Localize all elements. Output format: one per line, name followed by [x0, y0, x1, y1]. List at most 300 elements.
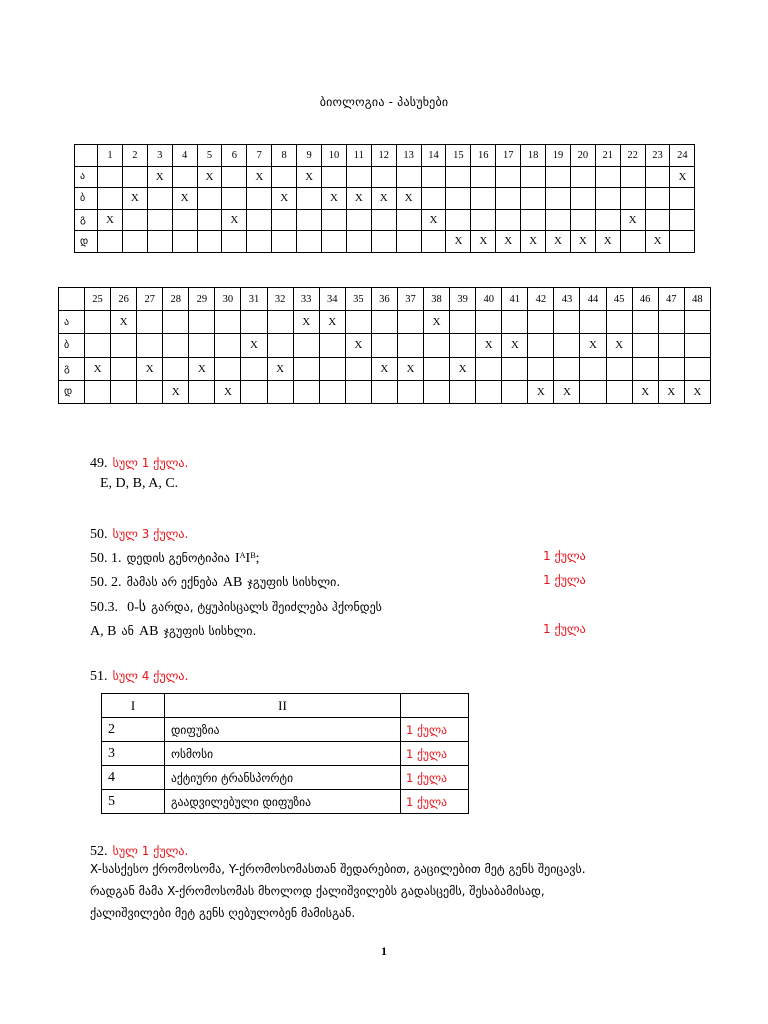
column-header-points	[401, 694, 469, 718]
answer-mark-cell	[241, 380, 267, 403]
answer-mark-cell	[670, 209, 695, 231]
answer-mark-cell	[670, 188, 695, 210]
answer-mark-cell: X	[424, 311, 450, 334]
answer-mark-cell	[172, 231, 197, 253]
answer-mark-cell	[476, 380, 502, 403]
q50-line-1-points: 1 ქულა	[543, 549, 586, 563]
answer-mark-cell	[197, 209, 222, 231]
answer-mark-cell	[371, 380, 397, 403]
answer-mark-cell	[137, 380, 163, 403]
answer-mark-cell: X	[172, 188, 197, 210]
answer-mark-cell	[595, 166, 620, 188]
answer-mark-cell	[98, 166, 123, 188]
q49-total-points: სულ 1 ქულა.	[112, 456, 189, 470]
question-number-cell: 35	[345, 288, 371, 311]
answer-mark-cell	[421, 188, 446, 210]
row-term: აქტიური ტრანსპორტი	[165, 766, 401, 790]
q50-line-3-prefix: 50.3.	[90, 600, 118, 615]
grid-option-row	[59, 311, 711, 334]
answer-mark-cell	[606, 311, 632, 334]
answer-mark-cell	[345, 380, 371, 403]
answer-mark-cell: X	[346, 188, 371, 210]
option-label: დ	[75, 231, 98, 253]
answer-mark-cell	[546, 209, 571, 231]
question-number-cell: 6	[222, 145, 247, 167]
q52-answer-line-1: X-სასქესო ქრომოსომა, Y-ქრომოსომასთან შედარებით, გაცილებით მეტ გენს შეიცავს.	[90, 862, 586, 876]
question-number-cell: 1	[98, 145, 123, 167]
answer-mark-cell	[293, 357, 319, 380]
question-number-cell: 16	[471, 145, 496, 167]
answer-mark-cell	[137, 334, 163, 357]
question-number-cell: 34	[319, 288, 345, 311]
question-number-cell: 15	[446, 145, 471, 167]
answer-mark-cell	[606, 357, 632, 380]
question-number-cell: 8	[272, 145, 297, 167]
answer-mark-cell	[215, 311, 241, 334]
answer-mark-cell	[345, 357, 371, 380]
answer-mark-cell	[396, 231, 421, 253]
q50-line-3-text: გარდა, ტყუპისცალს შეიძლება ჰქონდეს	[151, 600, 382, 614]
answer-mark-cell	[424, 380, 450, 403]
answer-mark-cell	[371, 334, 397, 357]
answer-mark-cell: X	[322, 188, 347, 210]
answer-mark-cell: X	[528, 380, 554, 403]
answer-mark-cell	[85, 380, 111, 403]
answer-mark-cell: X	[546, 231, 571, 253]
answer-mark-cell	[163, 311, 189, 334]
answer-mark-cell	[450, 334, 476, 357]
question-number-cell: 12	[371, 145, 396, 167]
answer-mark-cell	[345, 311, 371, 334]
grid-option-row	[75, 166, 695, 188]
answer-mark-cell	[197, 231, 222, 253]
answer-mark-cell	[319, 357, 345, 380]
question-number-cell: 44	[580, 288, 606, 311]
table-header-row	[102, 694, 469, 718]
answer-mark-cell: X	[215, 380, 241, 403]
answer-mark-cell: X	[222, 209, 247, 231]
row-points: 1 ქულა	[401, 718, 469, 742]
answer-mark-cell	[137, 311, 163, 334]
answer-mark-cell	[684, 334, 710, 357]
answer-mark-cell: X	[397, 357, 423, 380]
answer-mark-cell	[267, 311, 293, 334]
question-number-cell: 5	[197, 145, 222, 167]
question-number-cell: 26	[111, 288, 137, 311]
answer-mark-cell	[85, 311, 111, 334]
question-number-cell: 21	[595, 145, 620, 167]
column-header-i: I	[102, 694, 165, 718]
answer-mark-cell	[272, 231, 297, 253]
answer-grid-1-24	[74, 144, 695, 253]
q50-line-1-genotype: IᴬIᴮ;	[234, 551, 260, 566]
answer-mark-cell: X	[632, 380, 658, 403]
q51-total-points: სულ 4 ქულა.	[112, 669, 189, 683]
answer-mark-cell	[319, 380, 345, 403]
answer-mark-cell	[197, 188, 222, 210]
answer-mark-cell	[247, 188, 272, 210]
answer-mark-cell	[397, 334, 423, 357]
answer-mark-cell	[222, 188, 247, 210]
answer-mark-cell	[476, 311, 502, 334]
answer-mark-cell	[346, 209, 371, 231]
question-number-cell: 14	[421, 145, 446, 167]
answer-mark-cell	[396, 166, 421, 188]
question-number-cell: 28	[163, 288, 189, 311]
q49-header	[90, 452, 188, 472]
q50-line-4-or: ან	[121, 624, 134, 638]
grid-header-row	[59, 288, 711, 311]
answer-mark-cell	[632, 311, 658, 334]
answer-mark-cell: X	[476, 334, 502, 357]
q50-line-3	[90, 596, 382, 616]
answer-mark-cell	[521, 209, 546, 231]
answer-mark-cell	[189, 334, 215, 357]
answer-mark-cell	[222, 166, 247, 188]
question-number-cell: 40	[476, 288, 502, 311]
answer-mark-cell: X	[241, 334, 267, 357]
q50-line-4	[90, 620, 256, 640]
answer-mark-cell	[147, 231, 172, 253]
question-number-cell: 48	[684, 288, 710, 311]
answer-mark-cell: X	[502, 334, 528, 357]
table-row	[102, 766, 469, 790]
question-number-cell: 19	[546, 145, 571, 167]
question-number-cell: 23	[645, 145, 670, 167]
row-points: 1 ქულა	[401, 790, 469, 814]
answer-mark-cell: X	[645, 231, 670, 253]
answer-mark-cell: X	[554, 380, 580, 403]
answer-mark-cell: X	[450, 357, 476, 380]
q50-line-4-points: 1 ქულა	[543, 622, 586, 636]
q50-header	[90, 523, 188, 543]
answer-mark-cell	[241, 357, 267, 380]
question-number-cell: 3	[147, 145, 172, 167]
question-number-cell: 36	[371, 288, 397, 311]
answer-mark-cell: X	[98, 209, 123, 231]
answer-mark-cell	[215, 357, 241, 380]
answer-mark-cell	[684, 357, 710, 380]
option-label: ა	[59, 311, 85, 334]
question-number-cell: 33	[293, 288, 319, 311]
answer-mark-cell: X	[620, 209, 645, 231]
q50-total-points: სულ 3 ქულა.	[112, 527, 189, 541]
answer-mark-cell	[397, 380, 423, 403]
answer-mark-cell	[658, 311, 684, 334]
answer-mark-cell	[570, 166, 595, 188]
answer-mark-cell	[297, 209, 322, 231]
q50-line-2	[90, 571, 340, 591]
answer-grid-25-48	[58, 287, 711, 404]
answer-mark-cell	[371, 231, 396, 253]
answer-mark-cell	[502, 357, 528, 380]
answer-mark-cell	[172, 209, 197, 231]
answer-mark-cell	[496, 209, 521, 231]
answer-mark-cell	[371, 209, 396, 231]
answer-mark-cell: X	[684, 380, 710, 403]
answer-mark-cell	[546, 188, 571, 210]
answer-mark-cell	[570, 188, 595, 210]
question-number-cell: 42	[528, 288, 554, 311]
answer-mark-cell	[346, 231, 371, 253]
grid-option-row	[75, 231, 695, 253]
answer-mark-cell	[215, 334, 241, 357]
answer-mark-cell	[658, 334, 684, 357]
answer-mark-cell	[645, 209, 670, 231]
question-number-cell: 2	[122, 145, 147, 167]
option-label: ბ	[75, 188, 98, 210]
q50-line-2-blood-group: AB	[222, 575, 243, 590]
answer-mark-cell: X	[111, 311, 137, 334]
answer-mark-cell	[297, 231, 322, 253]
question-number-cell: 27	[137, 288, 163, 311]
q51-header	[90, 665, 188, 685]
answer-mark-cell	[502, 380, 528, 403]
answer-mark-cell	[645, 166, 670, 188]
question-number-cell: 17	[496, 145, 521, 167]
question-number-cell: 9	[297, 145, 322, 167]
answer-mark-cell	[397, 311, 423, 334]
answer-mark-cell: X	[147, 166, 172, 188]
grid-header-row	[75, 145, 695, 167]
answer-mark-cell	[147, 188, 172, 210]
answer-mark-cell	[632, 334, 658, 357]
answer-mark-cell	[450, 380, 476, 403]
answer-mark-cell	[620, 188, 645, 210]
question-number-cell: 37	[397, 288, 423, 311]
answer-mark-cell: X	[606, 334, 632, 357]
question-number-cell: 24	[670, 145, 695, 167]
answer-mark-cell: X	[496, 231, 521, 253]
answer-mark-cell	[241, 311, 267, 334]
answer-mark-cell	[322, 231, 347, 253]
answer-mark-cell	[620, 231, 645, 253]
answer-mark-cell	[122, 166, 147, 188]
question-number-cell: 45	[606, 288, 632, 311]
answer-mark-cell	[580, 380, 606, 403]
answer-mark-cell	[319, 334, 345, 357]
answer-mark-cell: X	[122, 188, 147, 210]
answer-mark-cell	[111, 380, 137, 403]
answer-mark-cell: X	[570, 231, 595, 253]
row-index: 2	[102, 718, 165, 742]
answer-mark-cell	[496, 188, 521, 210]
option-label: გ	[59, 357, 85, 380]
question-number-cell: 22	[620, 145, 645, 167]
row-term: ოსმოსი	[165, 742, 401, 766]
answer-mark-cell: X	[595, 231, 620, 253]
q50-line-1	[90, 547, 259, 567]
answer-mark-cell: X	[189, 357, 215, 380]
answer-mark-cell	[267, 380, 293, 403]
q51-matching-table	[101, 693, 469, 814]
answer-mark-cell: X	[471, 231, 496, 253]
q50-line-3-zero: 0-ს	[127, 600, 147, 615]
answer-mark-cell	[346, 166, 371, 188]
answer-mark-cell	[396, 209, 421, 231]
question-number-cell: 25	[85, 288, 111, 311]
answer-mark-cell: X	[319, 311, 345, 334]
answer-mark-cell: X	[371, 188, 396, 210]
answer-mark-cell	[606, 380, 632, 403]
column-header-ii: II	[165, 694, 401, 718]
row-index: 5	[102, 790, 165, 814]
row-index: 4	[102, 766, 165, 790]
q50-line-2-text: მამას არ ექნება	[126, 575, 218, 589]
answer-mark-cell	[450, 311, 476, 334]
answer-mark-cell: X	[345, 334, 371, 357]
answer-mark-cell	[267, 334, 293, 357]
question-number-cell: 18	[521, 145, 546, 167]
question-number-cell: 41	[502, 288, 528, 311]
answer-mark-cell: X	[371, 357, 397, 380]
question-number-cell: 47	[658, 288, 684, 311]
answer-mark-cell	[471, 209, 496, 231]
answer-mark-cell: X	[421, 209, 446, 231]
row-term: გაადვილებული დიფუზია	[165, 790, 401, 814]
q49-number: 49.	[90, 456, 108, 471]
question-number-cell: 4	[172, 145, 197, 167]
answer-mark-cell	[528, 334, 554, 357]
option-label: დ	[59, 380, 85, 403]
question-number-cell: 32	[267, 288, 293, 311]
answer-mark-cell	[122, 231, 147, 253]
q49-answer: E, D, B, A, C.	[100, 476, 179, 491]
q50-line-4-text-end: ჯგუფის სისხლი.	[163, 624, 257, 638]
answer-mark-cell	[496, 166, 521, 188]
grid-option-row	[59, 334, 711, 357]
answer-mark-cell: X	[580, 334, 606, 357]
answer-mark-cell	[580, 311, 606, 334]
answer-mark-cell	[371, 311, 397, 334]
answer-mark-cell	[424, 357, 450, 380]
q52-header	[90, 840, 188, 860]
answer-mark-cell	[521, 166, 546, 188]
answer-mark-cell	[424, 334, 450, 357]
table-row	[102, 742, 469, 766]
q52-answer-line-3: ქალიშვილები მეტ გენს ღებულობენ მამისგან.	[90, 906, 356, 920]
answer-mark-cell	[471, 166, 496, 188]
answer-mark-cell	[247, 231, 272, 253]
answer-mark-cell	[446, 166, 471, 188]
answer-mark-cell	[528, 357, 554, 380]
answer-mark-cell	[502, 311, 528, 334]
q50-line-1-prefix: 50. 1.	[90, 551, 122, 566]
answer-mark-cell	[322, 166, 347, 188]
option-label: ა	[75, 166, 98, 188]
answer-mark-cell: X	[670, 166, 695, 188]
row-points: 1 ქულა	[401, 766, 469, 790]
answer-mark-cell	[554, 311, 580, 334]
answer-mark-cell	[247, 209, 272, 231]
answer-mark-cell	[632, 357, 658, 380]
answer-mark-cell	[322, 209, 347, 231]
q50-line-2-text-end: ჯგუფის სისხლი.	[247, 575, 341, 589]
answer-mark-cell	[85, 334, 111, 357]
answer-mark-cell	[554, 357, 580, 380]
answer-mark-cell: X	[521, 231, 546, 253]
q50-number: 50.	[90, 527, 108, 542]
q50-line-4-blood-group-ab: AB	[139, 624, 159, 639]
answer-mark-cell: X	[297, 166, 322, 188]
answer-mark-cell	[421, 231, 446, 253]
q52-answer-line-2: რადგან მამა X-ქრომოსომას მხოლოდ ქალიშვილებს გადასცემს, შესაბამისად,	[90, 884, 545, 898]
q50-line-2-prefix: 50. 2.	[90, 575, 122, 590]
q52-total-points: სულ 1 ქულა.	[112, 844, 189, 858]
answer-mark-cell: X	[85, 357, 111, 380]
answer-mark-cell	[111, 334, 137, 357]
answer-mark-cell	[98, 231, 123, 253]
answer-mark-cell: X	[247, 166, 272, 188]
answer-mark-cell	[98, 188, 123, 210]
answer-mark-cell	[189, 380, 215, 403]
answer-mark-cell	[272, 209, 297, 231]
answer-mark-cell	[222, 231, 247, 253]
answer-mark-cell: X	[137, 357, 163, 380]
answer-mark-cell	[122, 209, 147, 231]
grid-option-row	[59, 380, 711, 403]
row-index: 3	[102, 742, 165, 766]
question-number-cell: 39	[450, 288, 476, 311]
grid-option-row	[75, 188, 695, 210]
option-label: გ	[75, 209, 98, 231]
question-number-cell: 30	[215, 288, 241, 311]
question-number-cell: 13	[396, 145, 421, 167]
answer-mark-cell	[446, 209, 471, 231]
grid-corner-cell	[75, 145, 98, 167]
answer-mark-cell	[293, 334, 319, 357]
answer-mark-cell	[595, 188, 620, 210]
question-number-cell: 7	[247, 145, 272, 167]
question-number-cell: 46	[632, 288, 658, 311]
answer-mark-cell	[595, 209, 620, 231]
answer-mark-cell	[297, 188, 322, 210]
answer-mark-cell: X	[267, 357, 293, 380]
answer-mark-cell	[163, 334, 189, 357]
answer-mark-cell	[476, 357, 502, 380]
answer-mark-cell: X	[197, 166, 222, 188]
q50-line-2-points: 1 ქულა	[543, 573, 586, 587]
answer-mark-cell	[172, 166, 197, 188]
answer-mark-cell	[163, 357, 189, 380]
answer-mark-cell	[189, 311, 215, 334]
answer-mark-cell	[293, 380, 319, 403]
question-number-cell: 11	[346, 145, 371, 167]
answer-mark-cell	[147, 209, 172, 231]
grid-corner-cell	[59, 288, 85, 311]
answer-mark-cell	[620, 166, 645, 188]
answer-mark-cell	[421, 166, 446, 188]
page-number: 1	[381, 944, 387, 958]
answer-mark-cell	[684, 311, 710, 334]
table-row	[102, 718, 469, 742]
answer-mark-cell	[554, 334, 580, 357]
q50-line-1-text: დედის გენოტიპია	[126, 551, 230, 565]
answer-mark-cell	[471, 188, 496, 210]
q51-number: 51.	[90, 669, 108, 684]
answer-mark-cell	[272, 166, 297, 188]
answer-mark-cell	[658, 357, 684, 380]
answer-mark-cell	[111, 357, 137, 380]
question-number-cell: 43	[554, 288, 580, 311]
answer-mark-cell	[521, 188, 546, 210]
question-number-cell: 20	[570, 145, 595, 167]
answer-mark-cell: X	[272, 188, 297, 210]
answer-mark-cell: X	[658, 380, 684, 403]
answer-mark-cell	[371, 166, 396, 188]
question-number-cell: 29	[189, 288, 215, 311]
answer-mark-cell: X	[396, 188, 421, 210]
